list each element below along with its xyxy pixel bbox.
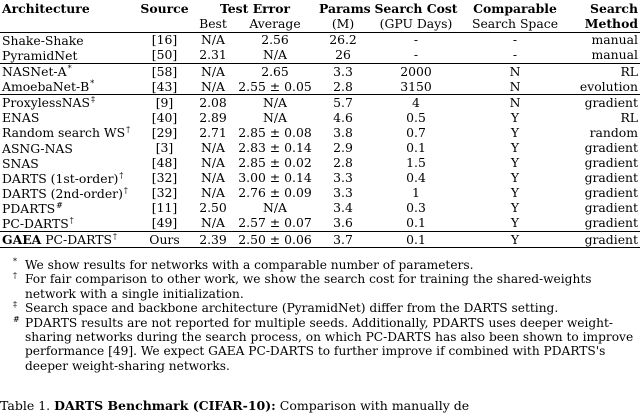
- cell-params: 26.2: [329, 32, 357, 48]
- cell-best: N/A: [201, 140, 225, 155]
- cell-architecture: [0, 126, 136, 141]
- cell-search-cost: 0.1: [406, 140, 426, 155]
- results-table: [0, 2, 640, 248]
- table-header: [0, 2, 640, 33]
- header-average: Average: [233, 17, 317, 33]
- architecture-footnote-mark: †: [126, 125, 131, 135]
- cell-params: 3.3: [317, 64, 369, 80]
- cell-best: N/A: [201, 215, 225, 231]
- cell-best: N/A: [201, 32, 225, 48]
- cell-best: 2.31: [199, 47, 227, 63]
- table-row: [0, 95, 640, 111]
- cell-search-cost: 4: [369, 95, 463, 111]
- cell-method: evolution: [579, 78, 638, 94]
- cell-comparable: Y: [510, 215, 520, 231]
- table-row: [0, 64, 640, 80]
- cell-best: N/A: [201, 78, 225, 94]
- architecture-name: Shake-Shake: [2, 32, 84, 48]
- caption-title: DARTS Benchmark (CIFAR-10):: [54, 398, 276, 413]
- header-search: Search: [590, 1, 638, 17]
- cell-source: [49]: [151, 215, 178, 231]
- cell-params: 3.6: [333, 215, 353, 231]
- cell-params: 26: [335, 47, 351, 63]
- footnote-text: PDARTS results are not reported for multiple seeds. Additionally, PDARTS uses deeper weight-sharing networks during the search process, on which PC-DARTS has also been shown to improve performance [49]. We expect GAEA PC-DARTS to further improve if combined with PDARTS's deeper weight-sharing networks.: [25, 315, 634, 373]
- table-caption: [0, 400, 640, 413]
- cell-params: 3.3: [333, 170, 353, 186]
- cell-comparable: N: [463, 64, 567, 80]
- cell-comparable: Y: [463, 232, 567, 248]
- table-row: [0, 126, 640, 141]
- cell-comparable: -: [512, 32, 518, 48]
- header-blank-source: [136, 17, 193, 33]
- header-method: Method: [567, 17, 640, 33]
- architecture-footnote-mark: †: [119, 170, 124, 180]
- cell-params: 3.4: [333, 200, 353, 216]
- footnote-4: [0, 316, 640, 374]
- architecture-name: Random search WS: [2, 125, 126, 141]
- cell-method: RL: [567, 64, 640, 80]
- architecture-name: ENAS: [2, 110, 40, 126]
- table-row: [0, 110, 640, 125]
- header-source: Source: [140, 1, 189, 17]
- cell-architecture: [0, 48, 136, 64]
- architecture-name-rest: PC-DARTS: [41, 232, 112, 248]
- architecture-name: ASNG-NAS: [2, 140, 73, 156]
- cell-search-cost: -: [413, 47, 419, 63]
- cell-best: 2.39: [193, 232, 233, 248]
- cell-comparable: Y: [510, 109, 520, 125]
- cell-search-cost: 1: [412, 185, 420, 201]
- header-best: Best: [193, 17, 233, 33]
- cell-source: [32]: [151, 185, 178, 201]
- cell-params: 2.9: [333, 140, 353, 155]
- cell-search-cost: 0.1: [369, 232, 463, 248]
- table-row: [0, 216, 640, 232]
- footnote-text: Search space and backbone architecture (PyramidNet) differ from the DARTS setting.: [25, 301, 559, 316]
- cell-source: [48]: [151, 155, 178, 171]
- footnote-mark: ‡: [13, 300, 17, 310]
- cell-search-cost: 2000: [369, 64, 463, 80]
- cell-comparable: Y: [510, 155, 520, 171]
- cell-search-cost: 3150: [400, 78, 432, 94]
- cell-average: 2.56: [261, 32, 289, 48]
- cell-architecture: [0, 110, 136, 125]
- architecture-footnote-mark: *: [67, 64, 72, 74]
- header-test-error: Test Error: [220, 1, 290, 17]
- cell-search-cost: 0.3: [406, 200, 426, 216]
- cell-method: random: [589, 124, 638, 140]
- architecture-name-bold: GAEA: [2, 232, 42, 248]
- cell-best: N/A: [201, 170, 225, 186]
- footnote-mark: *: [13, 257, 17, 266]
- cell-architecture: [0, 79, 136, 95]
- cell-best: 2.50: [199, 200, 227, 216]
- cell-params: 2.8: [333, 78, 353, 94]
- cell-params: 5.7: [317, 95, 369, 111]
- cell-average: 3.00 ± 0.14: [238, 170, 312, 186]
- footnote-1: [0, 258, 640, 272]
- cell-architecture: [0, 232, 136, 248]
- cell-search-cost: 0.5: [406, 109, 426, 125]
- header-search-cost: Search Cost: [374, 1, 458, 17]
- footnote-text: For fair comparison to other work, we show the search cost for training the shared-weights network with a single initialization.: [25, 272, 592, 301]
- cell-average: 2.55 ± 0.05: [238, 78, 312, 94]
- cell-method: manual: [591, 47, 638, 63]
- cell-params: 3.8: [333, 124, 353, 140]
- cell-architecture: [0, 186, 136, 201]
- cell-average: 2.83 ± 0.14: [238, 140, 312, 155]
- table-row-gaea: [0, 232, 640, 248]
- cell-best: N/A: [201, 185, 225, 201]
- cell-source: [43]: [151, 78, 178, 94]
- cell-architecture: [0, 141, 136, 156]
- cell-architecture: [0, 216, 136, 232]
- header-search-space: Search Space: [463, 17, 567, 33]
- header-params: Params: [319, 1, 371, 17]
- table-body: [0, 33, 640, 248]
- header-comparable: Comparable: [473, 1, 557, 17]
- cell-search-cost: 0.4: [406, 170, 426, 186]
- header-blank-arch: [0, 17, 136, 33]
- cell-method: gradient: [567, 232, 640, 248]
- architecture-name: AmoebaNet-B: [2, 79, 90, 95]
- cell-comparable: Y: [510, 200, 520, 216]
- cell-source: [58]: [136, 64, 193, 80]
- architecture-name: SNAS: [2, 155, 39, 171]
- cell-source: [9]: [136, 95, 193, 111]
- cell-method: gradient: [584, 170, 638, 186]
- architecture-name: PyramidNet: [2, 47, 78, 63]
- cell-comparable: N: [463, 95, 567, 111]
- cell-method: gradient: [584, 140, 638, 155]
- cell-source: [11]: [151, 200, 178, 216]
- cell-source: Ours: [136, 232, 193, 248]
- table-row: [0, 186, 640, 201]
- footnotes: [0, 258, 640, 373]
- cell-architecture: [0, 201, 136, 216]
- architecture-name: DARTS (1st-order): [2, 170, 119, 186]
- architecture-footnote-mark: #: [56, 200, 63, 210]
- table-row: [0, 141, 640, 156]
- cell-average: 2.76 ± 0.09: [238, 185, 312, 201]
- cell-source: [29]: [151, 124, 178, 140]
- header-params-unit: (M): [317, 17, 369, 33]
- cell-method: gradient: [584, 185, 638, 201]
- architecture-name: PDARTS: [2, 200, 56, 216]
- caption-label: Table 1.: [0, 398, 51, 413]
- cell-method: gradient: [584, 200, 638, 216]
- footnote-2: [0, 272, 640, 301]
- cell-comparable: Y: [510, 140, 520, 155]
- cell-average: N/A: [233, 95, 317, 111]
- architecture-name: DARTS (2nd-order): [2, 185, 123, 201]
- cell-method: gradient: [567, 95, 640, 111]
- cell-comparable: Y: [510, 170, 520, 186]
- architecture-footnote-mark: †: [112, 232, 117, 242]
- architecture-footnote-mark: †: [123, 185, 128, 195]
- architecture-footnote-mark: *: [90, 79, 95, 89]
- cell-source: [32]: [151, 170, 178, 186]
- cell-source: [16]: [151, 32, 178, 48]
- cell-search-cost: 0.7: [406, 124, 426, 140]
- cell-params: 2.8: [333, 155, 353, 171]
- cell-average: 2.85 ± 0.02: [238, 155, 312, 171]
- cell-comparable: N: [509, 78, 521, 94]
- cell-architecture: [0, 95, 136, 111]
- table-row: [0, 79, 640, 95]
- cell-average: 2.85 ± 0.08: [238, 124, 312, 140]
- cell-best: 2.71: [199, 124, 227, 140]
- cell-architecture: [0, 33, 136, 49]
- cell-source: [40]: [151, 109, 178, 125]
- header-cost-unit: (GPU Days): [369, 17, 463, 33]
- cell-search-cost: 1.5: [406, 155, 426, 171]
- cell-search-cost: 0.1: [406, 215, 426, 231]
- footnote-mark: #: [13, 314, 20, 324]
- cell-average: N/A: [263, 200, 287, 216]
- cell-average: 2.50 ± 0.06: [233, 232, 317, 248]
- cell-params: 3.3: [333, 185, 353, 201]
- cell-source: [3]: [155, 140, 174, 155]
- architecture-name: NASNet-A: [2, 64, 67, 80]
- cell-method: manual: [591, 32, 638, 48]
- cell-search-cost: -: [413, 32, 419, 48]
- footnote-text: We show results for networks with a comparable number of parameters.: [25, 258, 474, 272]
- cell-average: 2.65: [233, 64, 317, 80]
- cell-best: N/A: [193, 64, 233, 80]
- footnote-3: [0, 301, 640, 315]
- cell-best: N/A: [201, 155, 225, 171]
- table-row: [0, 201, 640, 216]
- cell-comparable: Y: [510, 185, 520, 201]
- cell-comparable: Y: [510, 124, 520, 140]
- cell-best: 2.08: [193, 95, 233, 111]
- cell-average: 2.57 ± 0.07: [238, 215, 312, 231]
- cell-source: [50]: [151, 47, 178, 63]
- cell-average: N/A: [263, 47, 287, 63]
- table-row: [0, 48, 640, 64]
- cell-method: gradient: [584, 155, 638, 171]
- cell-params: 4.6: [333, 109, 353, 125]
- cell-architecture: [0, 156, 136, 171]
- cell-best: 2.89: [199, 109, 227, 125]
- table-row: [0, 171, 640, 186]
- architecture-name: PC-DARTS: [2, 215, 69, 231]
- architecture-footnote-mark: †: [69, 215, 74, 225]
- cell-params: 3.7: [317, 232, 369, 248]
- table-row: [0, 33, 640, 49]
- cell-comparable: -: [512, 47, 518, 63]
- cell-average: N/A: [263, 109, 287, 125]
- caption-text: Comparison with manually de: [275, 398, 470, 413]
- cell-architecture: [0, 171, 136, 186]
- table-row: [0, 156, 640, 171]
- header-architecture: Architecture: [2, 1, 90, 17]
- architecture-footnote-mark: ‡: [91, 95, 95, 105]
- architecture-name: ProxylessNAS: [2, 95, 90, 111]
- header-row-1: [0, 2, 640, 17]
- cell-architecture: [0, 64, 136, 80]
- header-row-2: [0, 17, 640, 33]
- cell-method: RL: [620, 109, 638, 125]
- cell-method: gradient: [584, 215, 638, 231]
- footnote-mark: †: [13, 271, 17, 281]
